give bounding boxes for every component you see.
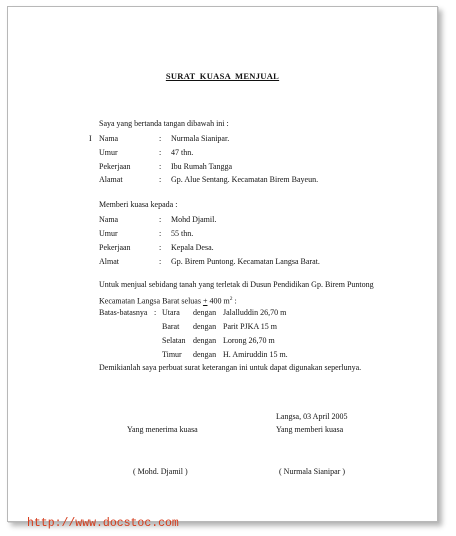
agent-job-label: Pekerjaan <box>99 243 131 252</box>
principal-job-value: Ibu Rumah Tangga <box>171 162 233 171</box>
area-exponent: 2 <box>229 296 233 302</box>
agent-address-value: Gp. Birem Puntong. Kecamatan Langsa Barat. <box>171 257 320 266</box>
receiver-signature-name: ( Mohd. Djamil ) <box>133 467 188 476</box>
document-title: SURAT KUASA MENJUAL <box>165 71 280 81</box>
giver-signature-name: ( Nurmala Sianipar ) <box>279 467 345 476</box>
colon: : <box>159 215 162 224</box>
border-west-dir: Barat <box>162 322 180 331</box>
colon: : <box>159 175 162 184</box>
document-page <box>7 6 438 522</box>
border-west-text: Parit PJKA 15 m <box>223 322 278 331</box>
border-north-dir: Utara <box>162 308 180 317</box>
place-date: Langsa, 03 April 2005 <box>276 412 348 421</box>
closing-text: Demikianlah saya perbuat surat keterangan ini untuk dapat digunakan seperlunya. <box>99 363 362 372</box>
receiver-label: Yang menerima kuasa <box>127 425 198 434</box>
area-value: 400 m <box>207 296 230 306</box>
colon: : <box>159 243 162 252</box>
intro-text: Saya yang bertanda tangan dibawah ini : <box>99 119 229 128</box>
border-north-text: Jalalluddin 26,70 m <box>223 308 287 317</box>
border-south-text: Lorong 26,70 m <box>223 336 275 345</box>
border-east-with: dengan <box>193 350 217 359</box>
giver-label: Yang memberi kuasa <box>276 425 344 434</box>
colon: : <box>159 162 162 171</box>
border-west-with: dengan <box>193 322 217 331</box>
border-north-with: dengan <box>193 308 217 317</box>
agent-age-value: 55 thn. <box>171 229 194 238</box>
purpose-line-1: Untuk menjual sebidang tanah yang terletak di Dusun Pendidikan Gp. Birem Puntong <box>99 280 374 289</box>
border-south-dir: Selatan <box>162 336 186 345</box>
principal-address-value: Gp. Alue Sentang. Kecamatan Birem Bayeun. <box>171 175 319 184</box>
principal-name-label: Nama <box>99 134 119 143</box>
principal-job-label: Pekerjaan <box>99 162 131 171</box>
colon: : <box>159 148 162 157</box>
plus-minus-sign: + <box>202 296 208 306</box>
principal-age-value: 47 thn. <box>171 148 194 157</box>
principal-address-label: Alamat <box>99 175 123 184</box>
principal-age-label: Umur <box>99 148 118 157</box>
agent-job-value: Kepala Desa. <box>171 243 214 252</box>
agent-name-value: Mohd Djamil. <box>171 215 217 224</box>
border-south-with: dengan <box>193 336 217 345</box>
agent-name-label: Nama <box>99 215 119 224</box>
colon: : <box>154 308 157 317</box>
purpose-end: : <box>232 296 237 306</box>
section-number: I <box>89 134 92 143</box>
purpose-text: Kecamatan Langsa Barat seluas <box>99 296 203 306</box>
agent-age-label: Umur <box>99 229 118 238</box>
border-east-dir: Timur <box>162 350 182 359</box>
agent-intro-text: Memberi kuasa kepada : <box>99 200 178 209</box>
source-url-link[interactable]: http://www.docstoc.com <box>27 517 179 530</box>
colon: : <box>159 257 162 266</box>
colon: : <box>159 134 162 143</box>
principal-name-value: Nurmala Sianipar. <box>171 134 230 143</box>
borders-label: Batas-batasnya <box>99 308 148 317</box>
border-east-text: H. Amiruddin 15 m. <box>223 350 288 359</box>
colon: : <box>159 229 162 238</box>
agent-address-label: Almat <box>99 257 119 266</box>
purpose-line-2 <box>99 294 237 307</box>
